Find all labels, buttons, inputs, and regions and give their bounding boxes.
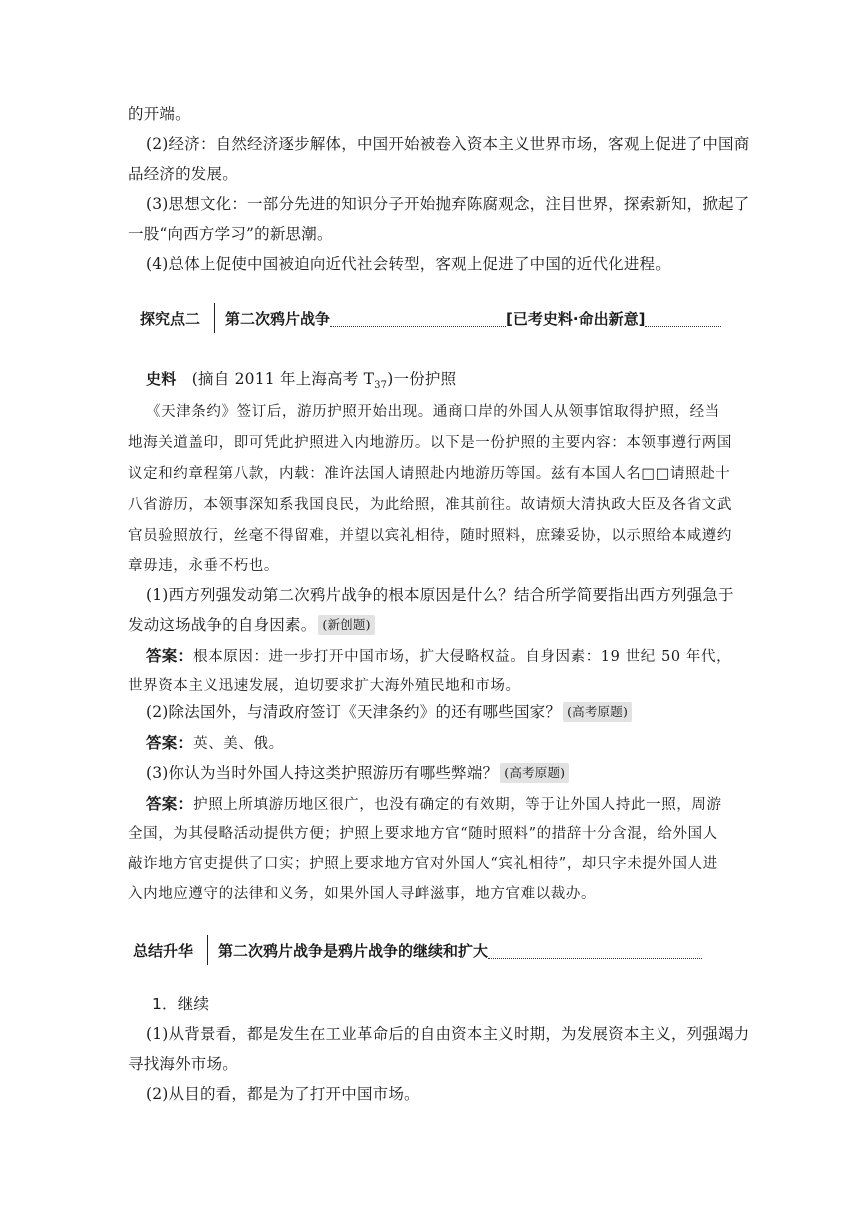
- summary-heading-1: [152, 988, 758, 1021]
- question-1-text: 发动这场战争的自身因素。: [128, 616, 317, 634]
- answer-3-cont: 全国，为其侵略活动提供方便；护照上要求地方官“随时照料”的措辞十分含混，给外国人: [128, 826, 718, 842]
- summary-header: [133, 935, 702, 965]
- answer-1-cont: 世界资本主义迅速发展，迫切要求扩大海外殖民地和市场。: [128, 678, 521, 694]
- summary-paragraph-cont: 寻找海外市场。: [128, 1055, 238, 1073]
- section-title: 第二次鸦片战争: [225, 309, 331, 328]
- source-text-line: 地海关道盖印，即可凭此护照进入内地游历。以下是一份护照的主要内容：本领事遵行两国: [128, 435, 732, 451]
- question-tag: (新创题): [318, 615, 374, 635]
- section-divider: [214, 303, 215, 333]
- answer-3-cont: 敲诈地方官吏提供了口实；护照上要求地方官对外国人“宾礼相待”，却只字未提外国人进: [128, 856, 718, 872]
- source-text-line: 《天津条约》签订后，游历护照开始出现。通商口岸的外国人从领事馆取得护照，经当: [146, 404, 720, 420]
- summary-paragraph: (1)从背景看，都是发生在工业革命后的自由资本主义时期，为发展资本主义，列强竭力: [146, 1025, 750, 1043]
- source-citation-sub: 37: [374, 380, 388, 392]
- source-label: 史料: [146, 370, 177, 388]
- answer-text: 护照上所填游历地区很广，也没有确定的有效期，等于让外国人持此一照，周游: [193, 797, 722, 813]
- answer-3: [146, 788, 752, 822]
- question-2-text: (2)除法国外，与清政府签订《天津条约》的还有哪些国家？: [146, 703, 562, 721]
- answer-label: 答案：: [146, 734, 194, 752]
- section-tag: [已考史料·命出新意]: [506, 309, 646, 328]
- source-text-line: 八省游历，本领事深知系我国良民，为此给照，准其前往。故请烦大清执政大臣及各省文武: [128, 497, 732, 513]
- answer-2: [146, 727, 752, 761]
- section-label: 探究点二: [140, 309, 201, 328]
- section-divider: [207, 935, 208, 965]
- source-citation-suffix: )一份护照: [387, 370, 457, 388]
- dotted-leader: [330, 326, 506, 327]
- section-header-2: [140, 303, 721, 333]
- question-1: (1)西方列强发动第二次鸦片战争的根本原因是什么？结合所学简要指出西方列强急于: [146, 586, 734, 604]
- question-3-text: (3)你认为当时外国人持这类护照游历有哪些弊端？: [146, 764, 499, 782]
- paragraph-line: 一股“向西方学习”的新思潮。: [128, 225, 333, 243]
- summary-paragraph: (2)从目的看，都是为了打开中国市场。: [146, 1085, 420, 1103]
- question-2: [146, 696, 752, 729]
- answer-label: 答案：: [146, 647, 194, 665]
- paragraph-line: 品经济的发展。: [128, 165, 238, 183]
- question-3: [146, 757, 752, 790]
- section-title: 第二次鸦片战争是鸦片战争的继续和扩大: [218, 941, 489, 960]
- summary-heading-text: 1．继续: [152, 995, 210, 1013]
- paragraph-line: 的开端。: [128, 105, 191, 123]
- question-tag: (高考原题): [500, 763, 569, 783]
- source-citation-prefix: (摘自 2011 年上海高考 T: [191, 370, 375, 388]
- dotted-leader: [488, 958, 702, 959]
- answer-1: [146, 640, 752, 674]
- answer-3-cont: 入内地应遵守的法律和义务，如果外国人寻衅滋事，地方官难以裁办。: [128, 886, 597, 902]
- paragraph-economy: (2)经济：自然经济逐步解体，中国开始被卷入资本主义世界市场，客观上促进了中国商: [146, 135, 750, 153]
- paragraph-thought: (3)思想文化：一部分先进的知识分子开始抛弃陈腐观念，注目世界，探索新知，掀起了: [146, 195, 750, 213]
- source-text-line: 官员验照放行，丝毫不得留难，并望以宾礼相待，随时照料，庶臻妥协，以示照给本咸遵约: [128, 528, 732, 544]
- answer-label: 答案：: [146, 795, 194, 813]
- dotted-leader: [645, 326, 721, 327]
- answer-text: 根本原因：进一步打开中国市场，扩大侵略权益。自身因素：19 世纪 50 年代，: [193, 649, 732, 665]
- source-text-line: 议定和约章程第八款，内载：准许法国人请照赴内地游历等国。兹有本国人名□□请照赴十: [128, 466, 731, 482]
- question-1-cont: [128, 609, 734, 642]
- answer-text: 英、美、俄。: [193, 736, 284, 752]
- question-tag: (高考原题): [563, 702, 632, 722]
- paragraph-overall: (4)总体上促使中国被迫向近代社会转型，客观上促进了中国的近代化进程。: [146, 255, 671, 273]
- source-text-line: 章毋违，永垂不朽也。: [128, 558, 279, 574]
- section-label: 总结升华: [133, 941, 194, 960]
